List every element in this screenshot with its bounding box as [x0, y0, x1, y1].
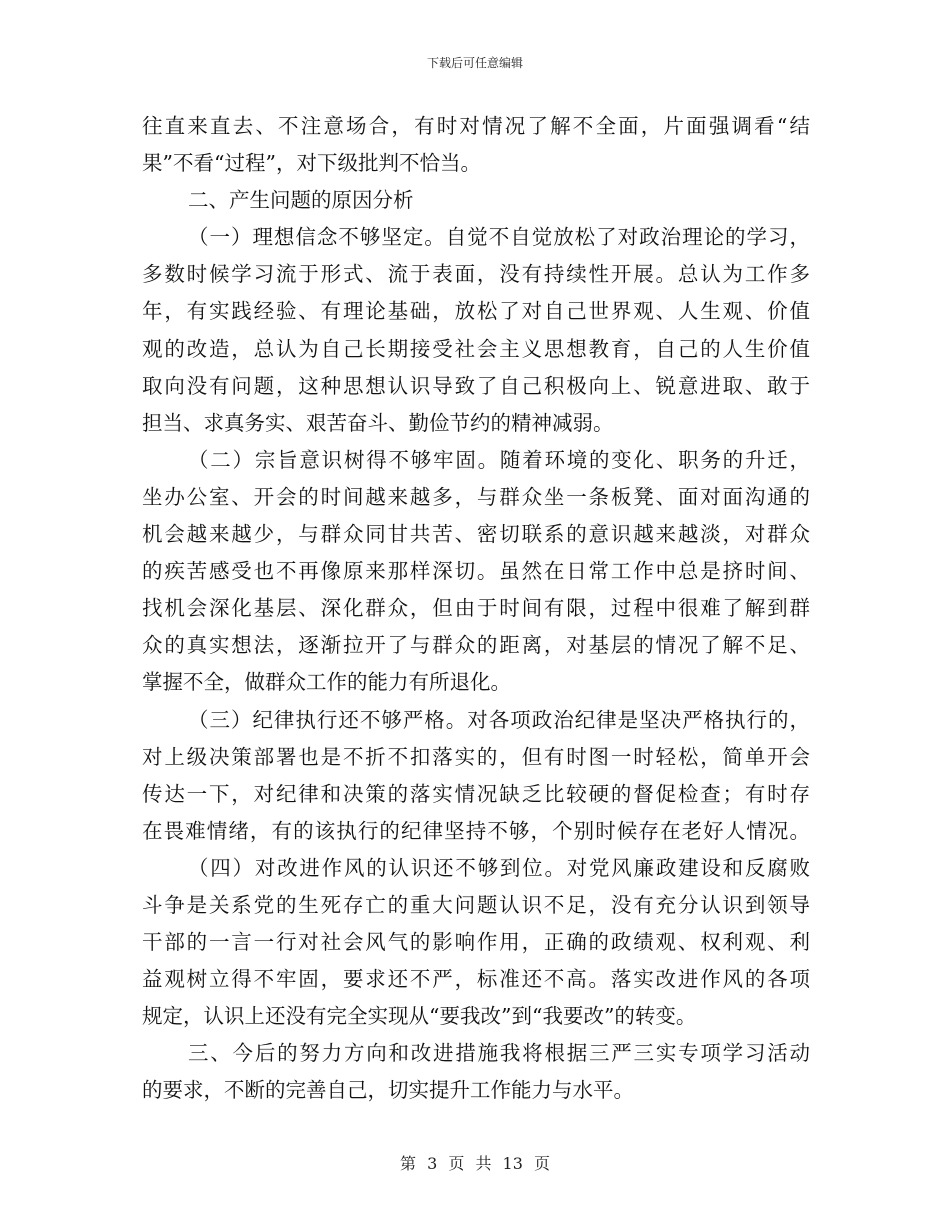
text-line: 年，有实践经验、有理论基础，放松了对自己世界观、人生观、价值 — [142, 299, 810, 324]
text-line: 的疾苦感受也不再像原来那样深切。虽然在日常工作中总是挤时间、 — [142, 559, 810, 584]
text-line: 众的真实想法，逐渐拉开了与群众的距离，对基层的情况了解不足、 — [142, 633, 810, 658]
text-line: 往直来直去、不注意场合，有时对情况了解不全面，片面强调看“结 — [142, 114, 810, 138]
text-line: 掌握不全，做群众工作的能力有所退化。 — [142, 670, 511, 695]
page-header: 下载后可任意编辑 — [426, 56, 523, 70]
text-line: （二）宗旨意识树得不够牢固。随着环境的变化、职务的升迁， — [188, 447, 810, 472]
text-line: 观的改造，总认为自己长期接受社会主义思想教育，自己的人生价值 — [142, 336, 810, 361]
text-line: （四）对改进作风的认识还不够到位。对党风廉政建设和反腐败 — [188, 855, 810, 880]
text-line: 对上级决策部署也是不折不扣落实的，但有时图一时轻松，简单开会 — [142, 744, 810, 769]
text-line: 的要求，不断的完善自己，切实提升工作能力与水平。 — [142, 1078, 634, 1103]
text-line: 多数时候学习流于形式、流于表面，没有持续性开展。总认为工作多 — [142, 262, 810, 287]
text-line: 坐办公室、开会的时间越来越多，与群众坐一条板凳、面对面沟通的 — [142, 484, 810, 509]
text-line: （三）纪律执行还不够严格。对各项政治纪律是坚决严格执行的， — [188, 707, 810, 732]
text-line: 规定，认识上还没有完全实现从“要我改”到“我要改”的转变。 — [142, 1004, 697, 1029]
text-line: 传达一下，对纪律和决策的落实情况缺乏比较硬的督促检查；有时存 — [142, 781, 810, 806]
text-line: 担当、求真务实、艰苦奋斗、勤俭节约的精神减弱。 — [142, 410, 614, 435]
text-line: 干部的一言一行对社会风气的影响作用，正确的政绩观、权利观、利 — [142, 930, 810, 955]
text-line: 益观树立得不牢固，要求还不严，标准还不高。落实改进作风的各项 — [142, 967, 810, 992]
text-line: 在畏难情绪，有的该执行的纪律坚持不够，个别时候存在老好人情况。 — [142, 818, 810, 843]
text-line: 斗争是关系党的生死存亡的重大问题认识不足，没有充分认识到领导 — [142, 892, 810, 917]
section-heading: 二、产生问题的原因分析 — [188, 188, 414, 213]
text-line: 取向没有问题，这种思想认识导致了自己积极向上、锐意进取、敢于 — [142, 373, 810, 398]
document-body — [142, 108, 810, 1110]
page-number: 第 3 页 共 13 页 — [400, 1154, 550, 1173]
text-line: 机会越来越少，与群众同甘共苦、密切联系的意识越来越淡，对群众 — [142, 522, 810, 547]
text-line: （一）理想信念不够坚定。自觉不自觉放松了对政治理论的学习， — [188, 225, 810, 250]
text-line: 果”不看“过程”，对下级批判不恰当。 — [142, 151, 481, 176]
section-heading: 三、今后的努力方向和改进措施我将根据三严三实专项学习活动 — [188, 1041, 810, 1066]
text-line: 找机会深化基层、深化群众，但由于时间有限，过程中很难了解到群 — [142, 596, 810, 621]
